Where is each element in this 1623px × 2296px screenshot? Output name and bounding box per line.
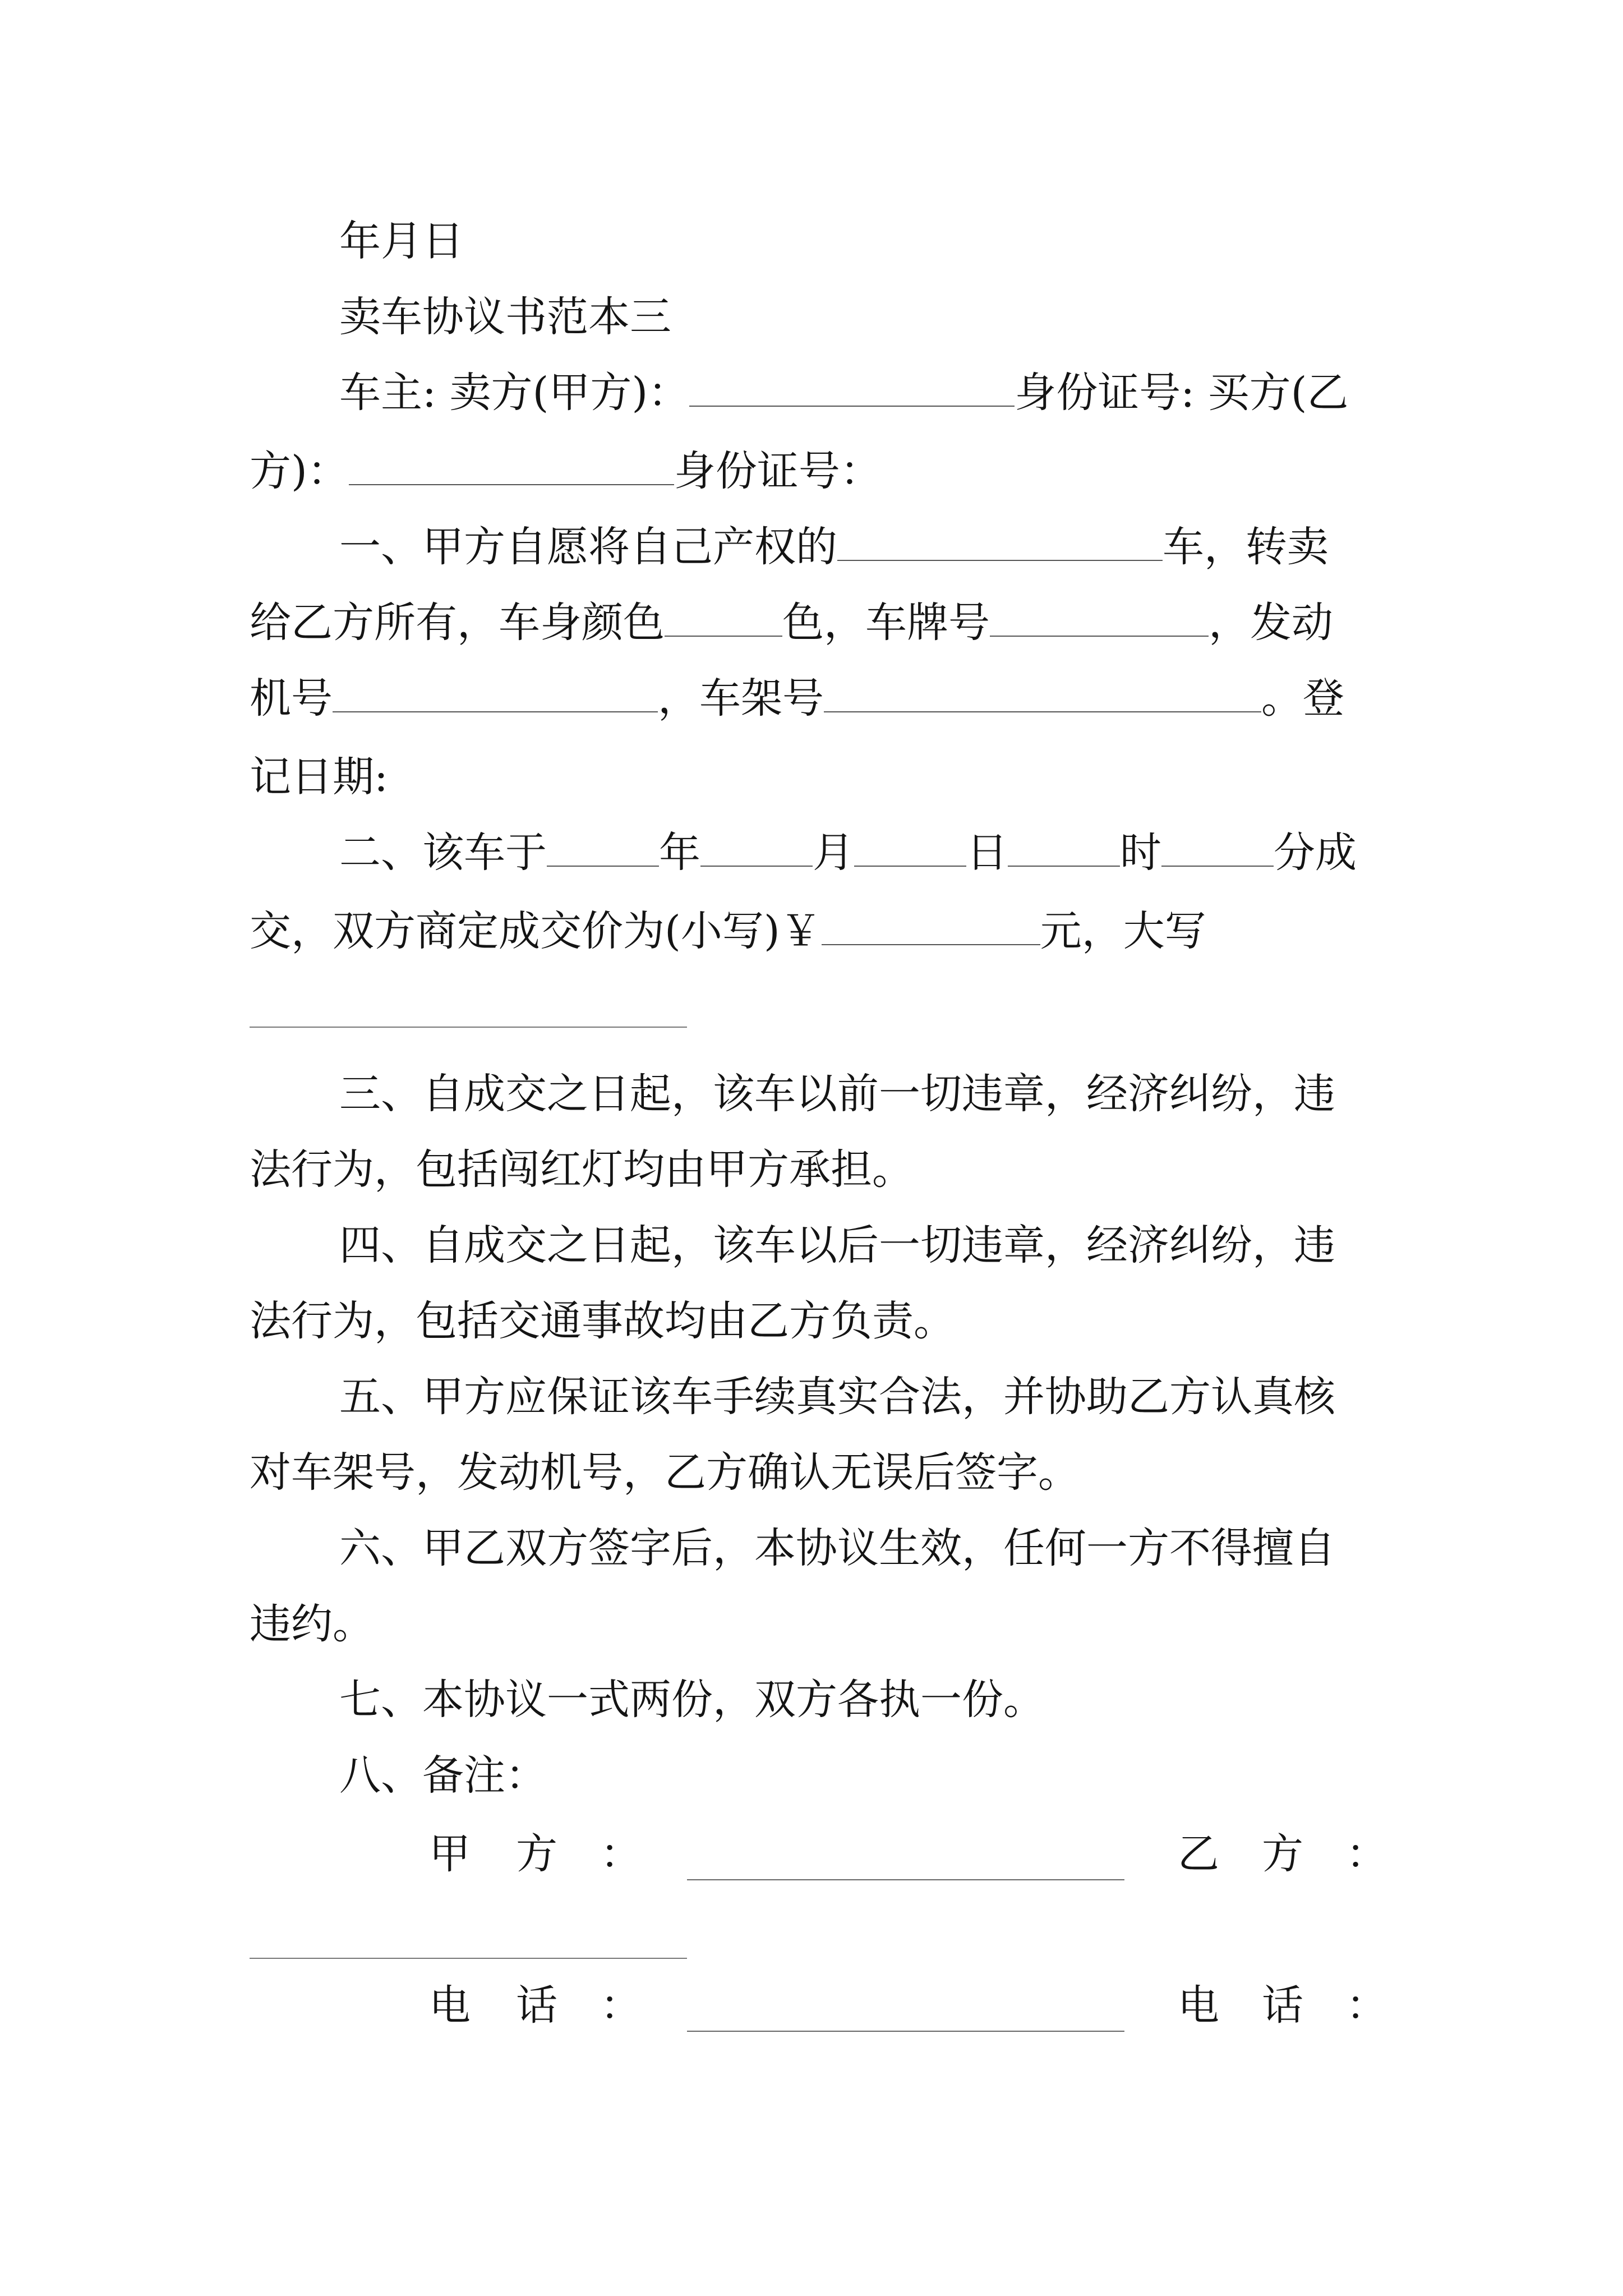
party-b-char-1: 乙	[1178, 1830, 1219, 1878]
date-line: 年月日	[339, 217, 464, 265]
phone-a-char-1: 电	[429, 1981, 471, 2030]
clause-1-line-3	[250, 670, 1394, 726]
clause-1-line-2	[250, 595, 1394, 651]
day-blank[interactable]	[854, 832, 966, 867]
clause-2-text: 分成	[1274, 829, 1357, 877]
month-blank[interactable]	[700, 832, 813, 867]
clause-2-text: 年	[659, 829, 700, 877]
clause-1-line-1	[339, 519, 1394, 575]
party-a-char-2: 方	[516, 1830, 557, 1878]
plate-number-blank[interactable]	[990, 602, 1209, 637]
clause-3-line-1: 三、自成交之日起，该车以前一切违章，经济纠纷，违	[339, 1070, 1335, 1118]
minute-blank[interactable]	[1161, 832, 1274, 867]
clause-2-line-2	[250, 903, 1394, 959]
vin-blank[interactable]	[824, 678, 1261, 712]
seller-name-blank[interactable]	[689, 372, 1015, 407]
clause-2-text: 元，大写	[1040, 907, 1206, 955]
id-label-1: 身份证号: 买方(乙	[1015, 369, 1349, 417]
phone-a-colon: ：	[600, 1981, 642, 2030]
buyer-name-blank[interactable]	[349, 450, 674, 485]
clause-2-text: 月	[813, 829, 854, 877]
party-b-colon: ：	[1346, 1830, 1387, 1878]
clause-1-text: 给乙方所有，车身颜色	[250, 599, 665, 647]
document-title: 卖车协议书范本三	[339, 293, 671, 341]
party-b-signature-blank[interactable]	[250, 1958, 687, 1959]
clause-1-text: ，车架号	[658, 674, 824, 723]
clause-1-text: 色，车牌号	[782, 599, 990, 647]
party-a-colon: ：	[600, 1830, 642, 1878]
hour-blank[interactable]	[1008, 832, 1120, 867]
clause-2-text: 日	[966, 829, 1008, 877]
phone-b-char-2: 话	[1262, 1981, 1303, 2030]
year-blank[interactable]	[547, 832, 659, 867]
clause-1-text: 车，转卖	[1163, 523, 1329, 571]
car-color-blank[interactable]	[665, 602, 782, 637]
clause-2-text: 交，双方商定成交价为(小写)￥	[250, 907, 822, 955]
party-b-char-2: 方	[1262, 1830, 1303, 1878]
clause-1-text: 一、甲方自愿将自己产权的	[339, 523, 837, 571]
id-label-2: 身份证号：	[674, 447, 882, 495]
clause-7: 七、本协议一式两份，双方各执一份。	[339, 1676, 1045, 1724]
clause-1-line-4: 记日期:	[250, 753, 388, 801]
party-a-signature-blank[interactable]	[687, 1879, 1124, 1880]
engine-number-blank[interactable]	[333, 678, 658, 712]
price-capital-blank[interactable]	[250, 1027, 687, 1028]
phone-b-char-1: 电	[1178, 1981, 1219, 2030]
phone-b-colon: ：	[1346, 1981, 1387, 2030]
party-line-1	[339, 365, 1394, 421]
clause-8: 八、备注：	[339, 1751, 547, 1800]
party-a-char-1: 甲	[429, 1830, 471, 1878]
price-small-blank[interactable]	[822, 910, 1040, 945]
clause-5-line-2: 对车架号，发动机号，乙方确认无误后签字。	[250, 1448, 1080, 1497]
clause-1-text: 。登	[1261, 674, 1344, 723]
clause-2-line-1	[339, 825, 1394, 881]
clause-2-text: 时	[1120, 829, 1161, 877]
clause-6-line-1: 六、甲乙双方签字后，本协议生效，任何一方不得擅自	[339, 1524, 1335, 1572]
clause-1-text: 机号	[250, 674, 333, 723]
party-line-2	[250, 443, 1394, 499]
phone-a-blank[interactable]	[687, 2031, 1124, 2032]
clause-2-text: 二、该车于	[339, 829, 547, 877]
clause-4-line-1: 四、自成交之日起，该车以后一切违章，经济纠纷，违	[339, 1221, 1335, 1269]
clause-5-line-1: 五、甲方应保证该车手续真实合法，并协助乙方认真核	[339, 1373, 1335, 1421]
phone-a-char-2: 话	[516, 1981, 557, 2030]
clause-4-line-2: 法行为，包括交通事故均由乙方负责。	[250, 1297, 955, 1345]
signature-row-phones	[0, 1975, 1623, 2036]
buyer-label: 方)：	[250, 447, 349, 495]
car-model-blank[interactable]	[837, 526, 1163, 561]
clause-3-line-2: 法行为，包括闯红灯均由甲方承担。	[250, 1145, 914, 1194]
seller-label: 车主: 卖方(甲方)：	[339, 369, 690, 417]
clause-1-text: ，发动	[1209, 599, 1333, 647]
signature-row-parties	[0, 1823, 1623, 1885]
clause-6-line-2: 违约。	[250, 1600, 374, 1648]
